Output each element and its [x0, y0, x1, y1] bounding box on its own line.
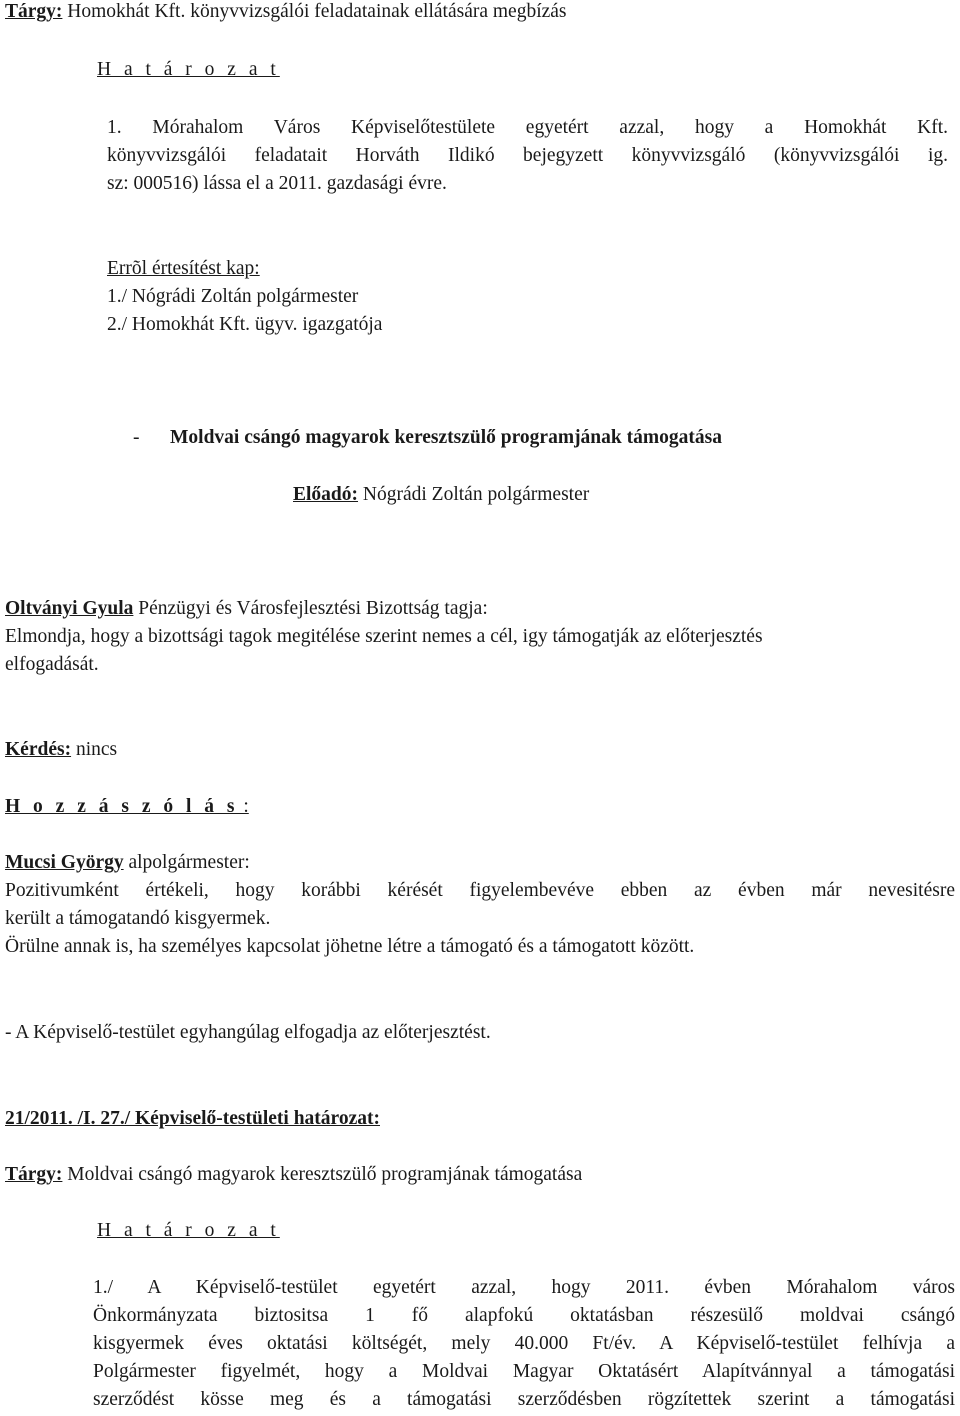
subject-label: Tárgy:: [5, 1, 63, 22]
committee-member-role: Pénzügyi és Városfejlesztési Bizottság tagja:: [133, 598, 488, 619]
subject-label-2: Tárgy:: [5, 1164, 63, 1185]
question-line: [5, 740, 117, 760]
comments-heading: H o z z á s z ó l á s: [5, 796, 239, 817]
committee-line: [5, 599, 488, 619]
resolution-heading-2: H a t á r o z a t: [97, 1220, 280, 1241]
decision-number: 21/2011. /I. 27./ Képviselő-testületi határozat:: [5, 1108, 380, 1129]
committee-member-name: Oltványi Gyula: [5, 598, 134, 619]
resolution-2-line-1: 1./ A Képviselő-testület egyetért azzal, hogy 2011. évben Mórahalom város: [93, 1277, 955, 1298]
subject-line-1: [5, 2, 567, 22]
notify-item-1: 1./ Nógrádi Zoltán polgármester: [107, 286, 359, 307]
resolution-2-line-2: Önkormányzata biztositsa 1 fő alapfokú oktatásban részesülő moldvai csángó: [93, 1305, 955, 1326]
notify-item-2: 2./ Homokhát Kft. ügyv. igazgatója: [107, 314, 383, 335]
comments-colon: :: [238, 796, 249, 817]
question-label: Kérdés:: [5, 739, 72, 760]
presenter-line: [293, 485, 589, 505]
comment-line-1: Pozitivumként értékeli, hogy korábbi kérését figyelembevéve ebben az évben már nevesitésre: [5, 880, 955, 901]
comment-line-2: került a támogatandó kisgyermek.: [5, 908, 271, 929]
speaker-line: [5, 853, 250, 873]
subject-text-2: Moldvai csángó magyarok keresztszülő programjának támogatása: [62, 1164, 583, 1185]
resolution-1-line-2: könyvvizsgálói feladatait Horváth Ildikó bejegyzett könyvvizsgáló (könyvvizsgálói ig.: [107, 145, 948, 166]
presenter-text: Nógrádi Zoltán polgármester: [358, 484, 590, 505]
comment-line-3: Örülne annak is, ha személyes kapcsolat jöhetne létre a támogató és a támogatott között.: [5, 936, 695, 957]
resolution-1-line-1: 1. Mórahalom Város Képviselőtestülete egyetért azzal, hogy a Homokhát Kft.: [107, 117, 948, 138]
resolution-2-line-5: szerződést kösse meg és a támogatási szerződésben rögzítettek szerint a támogatási: [93, 1389, 955, 1410]
agenda-title: Moldvai csángó magyarok keresztszülő programjának támogatása: [170, 427, 722, 448]
subject-text: Homokhát Kft. könyvvizsgálói feladatainak ellátására megbízás: [62, 1, 567, 22]
committee-statement-line-1: Elmondja, hogy a bizottsági tagok megitélése szerint nemes a cél, igy támogatják az előterjesztés: [5, 626, 763, 647]
resolution-2-line-4: Polgármester figyelmét, hogy a Moldvai Magyar Oktatásért Alapítvánnyal a támogatási: [93, 1361, 955, 1382]
question-text: nincs: [71, 739, 118, 760]
resolution-heading-1: H a t á r o z a t: [97, 59, 280, 80]
resolution-1-line-3: sz: 000516) lássa el a 2011. gazdasági évre.: [107, 173, 447, 194]
notify-label: Errõl értesítést kap:: [107, 258, 260, 279]
speaker-role: alpolgármester:: [123, 852, 250, 873]
comments-heading-line: [5, 797, 249, 817]
vote-text: - A Képviselő-testület egyhangúlag elfogadja az előterjesztést.: [5, 1022, 491, 1043]
subject-line-2: [5, 1165, 582, 1185]
agenda-dash: -: [133, 427, 140, 448]
speaker-name: Mucsi György: [5, 852, 124, 873]
presenter-label: Előadó:: [293, 484, 359, 505]
resolution-2-line-3: kisgyermek éves oktatási költségét, mely 40.000 Ft/év. A Képviselő-testület felhívja a: [93, 1333, 955, 1354]
committee-statement-line-2: elfogadását.: [5, 654, 99, 675]
